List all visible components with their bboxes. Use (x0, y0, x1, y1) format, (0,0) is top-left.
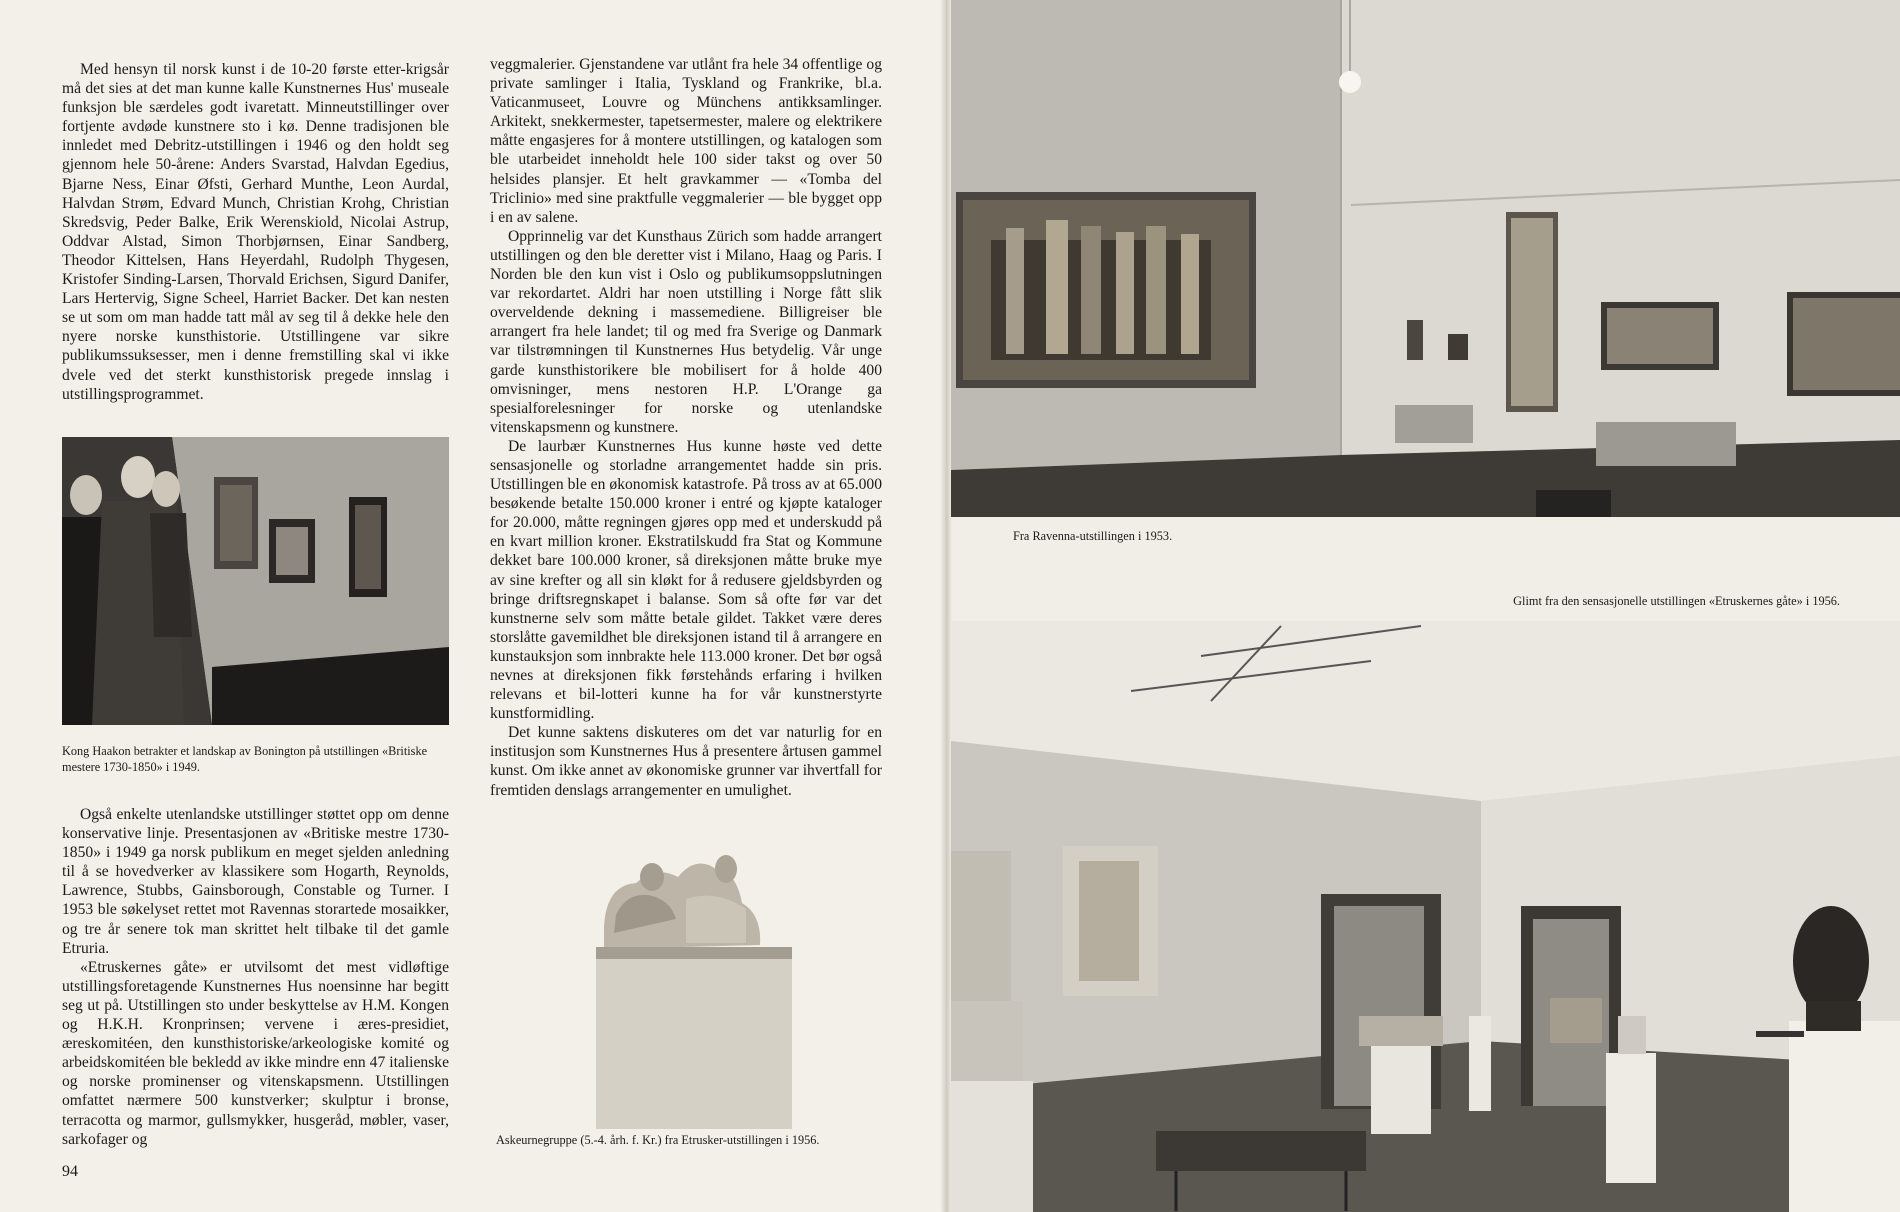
column-1-text (62, 60, 449, 404)
paragraph: Det kunne saktens diskuteres om det var naturlig for en institusjon som Kunstnernes Hus å presentere årtusen gammel kunst. Om ikke annet av økonomiske grunner var ihvertfall for fremtiden denslags arrangementer en umulighet. (490, 724, 882, 799)
photo-caption-haakon: Kong Haakon betrakter et landskap av Bonington på utstillingen «Britiske mestere 1730-1850» i 1949. (62, 744, 428, 774)
photo-caption-etruscans: Glimt fra den sensasjonelle utstillingen «Etruskernes gåte» i 1956. (1513, 594, 1840, 608)
photo-ravenna-exhibition (951, 0, 1900, 517)
column-2-text (490, 55, 882, 800)
paragraph: De laurbær Kunstnernes Hus kunne høste ved dette sensasjonelle og storladne arrangementet hadde sin pris. Utstillingen ble en økonomisk katastrofe. På tross av at 65.000 besøkende betalte 150.000 kroner i entré og kjøpte kataloger for 20.000, måtte regningen gjøres opp med et underskudd på en kvart million kroner. Ekstratilskudd fra Stat og Kommune dekket bare 100.000 kroner, så direksjonen måtte bruke mye av sine krefter og all sin kløkt for å redusere gjeldsbyrden og bringe driftsregnskapet i balanse. Som så ofte før var det kunstnerne selv som måtte betale gildet. Takket være deres storslåtte gavemildhet ble direksjonen istand til å arrangere en kunstauksjon som innbrakte hele 113.000 kroner. Det bør også nevnes at direksjonen fikk førstehånds erfaring i hvilken relevans et bil-lotteri kunne ha for vår kunstnerstyrte kunstformidling. (490, 437, 882, 723)
column-1-lower-text (62, 805, 449, 1149)
photo-caption-ravenna: Fra Ravenna-utstillingen i 1953. (1013, 529, 1173, 543)
photo-king-haakon (62, 437, 449, 725)
photo-caption-urn: Askeurnegruppe (5.-4. årh. f. Kr.) fra Etrusker-utstillingen i 1956. (496, 1133, 820, 1147)
photo-etruscan-exhibition (951, 621, 1900, 1212)
paragraph: Opprinnelig var det Kunsthaus Zürich som hadde arrangert utstillingen og den ble deretter vist i Milano, Haag og Paris. I Norden ble den kun vist i Oslo og publikumsoppslutningen var rekordartet. Aldri har noen utstilling i Norge fått slik overveldende dekning i massemediene. Billigreiser ble arrangert fra hele landet; til og med fra Sverige og Danmark var tilstrømningen til Kunstnernes Hus betydelig. Vår unge garde kunsthistorikere ble mobilisert for å holde 400 omvisninger, mens nestoren H.P. L'Orange ga spesialforelesninger for norske og utenlandske vitenskapsmenn og kunstnere. (490, 227, 882, 436)
paragraph: Også enkelte utenlandske utstillinger støttet opp om denne konservative linje. Presentasjonen av «Britiske mestre 1730-1850» i 1949 ga norsk publikum en meget sjelden anledning til å se hovedverker av klassikere som Hogarth, Reynolds, Lawrence, Stubbs, Gainsborough, Constable og Turner. I 1953 ble søkelyset rettet mot Ravennas storartede mosaikker, og tre år senere tok man skrittet helt tilbake til det gamle Etruria. (62, 806, 449, 957)
photo-ash-urn-group (586, 845, 798, 1129)
paragraph: Med hensyn til norsk kunst i de 10-20 første etter-krigsår må det sies at det man kunne kalle Kunstnernes Hus' museale funksjon ble særdeles godt ivaretatt. Minneutstillinger over fortjente avdøde kunstnere sto i kø. Denne tradisjonen ble innledet med Debritz-utstillingen i 1946 og den holdt seg gjennom hele 50-årene: Anders Svarstad, Halvdan Egedius, Bjarne Ness, Einar Øfsti, Gerhard Munthe, Leon Aurdal, Halvdan Strøm, Edvard Munch, Christian Krohg, Christian Skredsvig, Peder Balke, Erik Werenskiold, Nicolai Astrup, Oddvar Alstad, Simon Thorbjørnsen, Einar Sandberg, Theodor Kittelsen, Hans Heyerdahl, Rudolph Thygesen, Kristofer Sinding-Larsen, Thorvald Erichsen, Sigurd Danifer, Lars Hertervig, Signe Scheel, Harriet Backer. Det kan nesten se ut som om man hadde tatt mål av seg til å dekke hele den nyere norske kunsthistorie. Utstillingene var sikre publikumssuksesser, men i denne fremstilling skal vi ikke dvele ved det sterkt kunsthistorisk pregede innslag i utstillingsprogrammet. (62, 61, 449, 403)
paragraph: «Etruskernes gåte» er utvilsomt det mest vidløftige utstillingsforetagende Kunstnernes Hus noensinne har begitt seg ut på. Utstillingen sto under beskyttelse av H.M. Kongen og H.K.H. Kronprinsen; vervene i æres-presidiet, æreskomitéen, den kunsthistoriske/arkeologiske komité og arbeidskomitéen ble bekledd av ikke mindre enn 47 italienske og norske prominenser og vitenskapsmenn. Utstillingen omfattet nærmere 500 kunstverker; skulptur i bronse, terracotta og marmor, gullsmykker, husgeråd, møbler, vaser, sarkofager og (62, 958, 449, 1148)
paragraph: veggmalerier. Gjenstandene var utlånt fra hele 34 offentlige og private samlinger i Italia, Tyskland og Frankrike, bl.a. Vaticanmuseet, Louvre og Münchens antikksamlinger. Arkitekt, snekkermester, tapetsermester, malere og elektrikere måtte engasjeres for å montere utstillingen, og katalogen som ble utarbeidet inneholdt hele 100 sider takst og over 50 helsides plansjer. Et helt gravkammer — «Tomba del Triclinio» med sine praktfulle veggmalerier — ble bygget opp i en av salene. (490, 56, 882, 226)
page-number: 94 (62, 1163, 78, 1180)
